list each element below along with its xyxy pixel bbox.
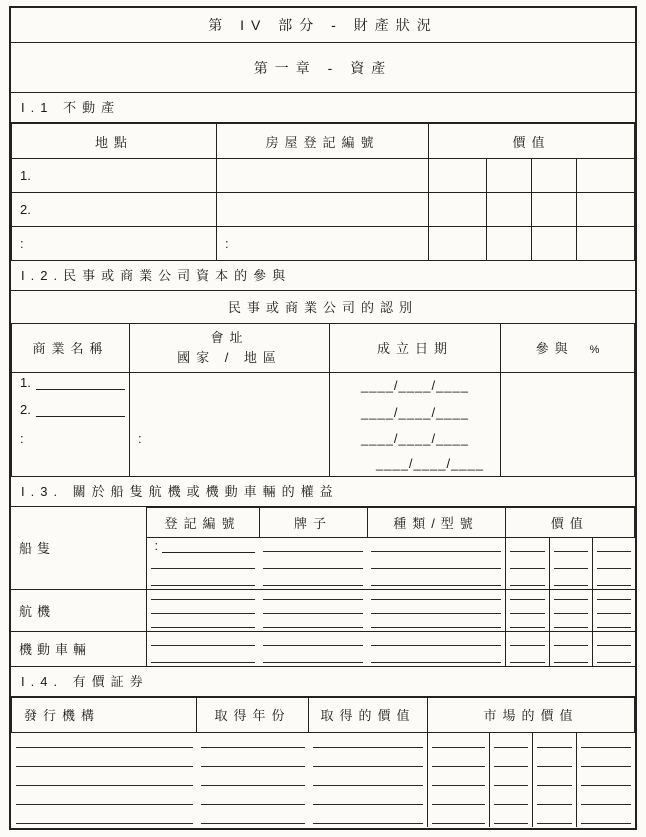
value-cell <box>549 617 592 631</box>
market-value-cell <box>577 732 635 751</box>
table-row <box>11 631 635 649</box>
blank-line <box>313 823 424 824</box>
blank-line <box>371 613 501 614</box>
blank-line <box>36 389 125 390</box>
model-cell <box>367 537 505 555</box>
blank-line <box>510 599 545 600</box>
blank-line <box>432 766 485 767</box>
blank-line <box>537 804 572 805</box>
blank-line <box>581 766 631 767</box>
company-name-cell: : <box>12 426 130 451</box>
table-row <box>12 426 635 451</box>
value-cell <box>532 227 577 261</box>
market-value-cell <box>490 770 533 789</box>
model-cell <box>367 589 505 603</box>
market-value-cell <box>577 808 635 827</box>
issuer-cell <box>12 808 197 827</box>
blank-line <box>371 568 501 569</box>
blank-line <box>371 627 501 628</box>
blank-line <box>16 804 193 805</box>
address-cell <box>130 372 330 399</box>
col-acquisition-value: 取得的價值 <box>309 697 428 732</box>
blank-line <box>510 662 545 663</box>
model-cell <box>367 555 505 572</box>
col-share: 參與 % <box>501 324 635 372</box>
blank-line <box>597 599 631 600</box>
acquisition-value-cell <box>309 789 428 808</box>
blank-line <box>313 785 424 786</box>
blank-line <box>432 804 485 805</box>
blank-line <box>554 645 588 646</box>
col-registration-number: 登記編號 <box>146 507 259 537</box>
row-label-vessels: 船隻 <box>11 507 146 589</box>
section-1-3-heading: I.3. 關於船隻航機或機動車輛的權益 <box>11 477 635 507</box>
acquisition-value-cell <box>309 770 428 789</box>
brand-cell <box>259 649 367 666</box>
value-cell <box>549 555 592 572</box>
blank-line <box>432 823 485 824</box>
blank-line <box>151 599 256 600</box>
blank-line <box>597 568 631 569</box>
value-cell <box>549 649 592 666</box>
blank-line <box>313 747 424 748</box>
col-address-line1: 會址 <box>210 329 249 345</box>
acquisition-value-cell <box>309 732 428 751</box>
market-value-cell <box>577 789 635 808</box>
brand-cell <box>259 589 367 603</box>
blank-line <box>151 662 256 663</box>
blank-line <box>16 766 193 767</box>
blank-line <box>201 766 305 767</box>
company-name-cell <box>12 451 130 476</box>
address-cell <box>130 399 330 426</box>
value-cell <box>429 193 487 227</box>
blank-line <box>432 747 485 748</box>
brand-cell <box>259 617 367 631</box>
blank-line <box>597 645 631 646</box>
blank-line <box>597 662 631 663</box>
blank-line <box>537 747 572 748</box>
blank-line <box>371 585 501 586</box>
blank-line <box>16 785 193 786</box>
blank-line <box>554 585 588 586</box>
blank-line <box>554 662 588 663</box>
col-value: 價值 <box>429 124 635 159</box>
blank-line <box>597 551 631 552</box>
blank-line <box>597 613 631 614</box>
blank-line <box>581 785 631 786</box>
col-acquisition-year: 取得年份 <box>197 697 309 732</box>
market-value-cell <box>577 770 635 789</box>
blank-line <box>510 613 545 614</box>
section-1-4-heading: I.4. 有價証券 <box>11 667 635 697</box>
value-cell <box>549 537 592 555</box>
value-cell <box>487 227 532 261</box>
col-value: 價值 <box>505 507 635 537</box>
blank-line <box>494 747 528 748</box>
col-market-value: 市場的價值 <box>428 697 635 732</box>
col-registration: 房屋登記編號 <box>217 124 429 159</box>
date-blank: ____/____/____ <box>330 426 501 451</box>
model-cell <box>367 631 505 649</box>
value-cell <box>592 589 635 603</box>
market-value-cell <box>533 770 577 789</box>
table-row <box>12 732 635 751</box>
issuer-cell <box>12 732 197 751</box>
company-table <box>11 324 635 477</box>
registration-cell <box>217 193 429 227</box>
brand-cell <box>259 603 367 617</box>
row-label-motor-vehicles: 機動車輛 <box>11 631 146 666</box>
value-cell <box>592 603 635 617</box>
col-brand: 牌子 <box>259 507 367 537</box>
market-value-cell <box>428 770 490 789</box>
value-cell <box>532 193 577 227</box>
share-cell <box>501 372 635 399</box>
blank-line <box>151 613 256 614</box>
blank-line <box>201 785 305 786</box>
col-incorporation-date: 成立日期 <box>330 324 501 372</box>
issuer-cell <box>12 770 197 789</box>
table-row <box>12 451 635 476</box>
col-location: 地點 <box>12 124 217 159</box>
blank-line <box>371 645 501 646</box>
market-value-cell <box>490 808 533 827</box>
section-1-1-heading: I.1 不動產 <box>11 93 635 123</box>
real-estate-header-row <box>12 124 635 159</box>
company-name-cell: 1. <box>12 372 130 399</box>
col-address <box>130 324 330 372</box>
value-cell <box>549 572 592 589</box>
table-row <box>12 751 635 770</box>
value-cell <box>505 617 549 631</box>
value-cell <box>577 159 635 193</box>
registration-cell: : <box>217 227 429 261</box>
table-row <box>12 399 635 426</box>
company-header-row <box>12 324 635 372</box>
value-cell <box>592 617 635 631</box>
blank-line <box>263 645 363 646</box>
blank-line <box>151 568 256 569</box>
year-cell <box>197 789 309 808</box>
value-cell <box>505 649 549 666</box>
brand-cell <box>259 631 367 649</box>
date-blank: ____/____/____ <box>330 372 501 399</box>
blank-line <box>201 804 305 805</box>
blank-line <box>263 599 363 600</box>
value-cell <box>505 631 549 649</box>
value-cell <box>592 572 635 589</box>
market-value-cell <box>428 732 490 751</box>
company-identification-subheading: 民事或商業公司的認別 <box>11 291 635 324</box>
table-row <box>12 159 635 193</box>
col-issuer: 發行機構 <box>12 697 197 732</box>
value-cell <box>505 572 549 589</box>
blank-line <box>510 568 545 569</box>
model-cell <box>367 572 505 589</box>
blank-line <box>597 585 631 586</box>
col-type-model: 種類/型號 <box>367 507 505 537</box>
brand-cell <box>259 572 367 589</box>
table-row <box>12 372 635 399</box>
blank-line <box>510 627 545 628</box>
value-cell <box>577 193 635 227</box>
date-blank: ____/____/____ <box>330 399 501 426</box>
market-value-cell <box>533 789 577 808</box>
company-name-cell: 2. <box>12 399 130 426</box>
col-company-name: 商業名稱 <box>12 324 130 372</box>
blank-line <box>510 645 545 646</box>
blank-line <box>263 551 363 552</box>
blank-line <box>554 627 588 628</box>
blank-line <box>494 766 528 767</box>
value-cell <box>592 537 635 555</box>
value-cell <box>549 631 592 649</box>
blank-line <box>16 823 193 824</box>
blank-line <box>494 785 528 786</box>
blank-line <box>151 645 256 646</box>
blank-line <box>151 585 256 586</box>
brand-cell <box>259 537 367 555</box>
part-title: 第 IV 部分 - 財產狀況 <box>11 8 635 43</box>
table-row <box>12 808 635 827</box>
blank-line <box>581 804 631 805</box>
blank-line <box>554 599 588 600</box>
section-1-2-heading: I.2.民事或商業公司資本的參與 <box>11 261 635 291</box>
blank-line <box>263 568 363 569</box>
blank-line <box>263 627 363 628</box>
market-value-cell <box>428 808 490 827</box>
market-value-cell <box>533 732 577 751</box>
blank-line <box>313 766 424 767</box>
table-row <box>12 770 635 789</box>
vehicles-header-row <box>11 507 635 537</box>
value-cell <box>505 589 549 603</box>
blank-line <box>16 747 193 748</box>
blank-line <box>201 747 305 748</box>
share-cell <box>501 399 635 426</box>
blank-line <box>494 804 528 805</box>
registration-cell <box>146 631 259 649</box>
registration-cell <box>146 649 259 666</box>
value-cell <box>532 159 577 193</box>
registration-cell <box>146 572 259 589</box>
table-row <box>12 227 635 261</box>
market-value-cell <box>577 751 635 770</box>
market-value-cell <box>490 789 533 808</box>
value-cell <box>429 227 487 261</box>
col-address-line2: 國家 / 地區 <box>177 349 282 365</box>
acquisition-value-cell <box>309 751 428 770</box>
market-value-cell <box>490 732 533 751</box>
market-value-cell <box>533 808 577 827</box>
registration-cell: : <box>146 537 259 555</box>
blank-line <box>162 552 255 553</box>
blank-line <box>263 585 363 586</box>
value-cell <box>505 603 549 617</box>
market-value-cell <box>533 751 577 770</box>
blank-line <box>537 785 572 786</box>
blank-line <box>371 551 501 552</box>
blank-line <box>510 585 545 586</box>
market-value-cell <box>428 751 490 770</box>
blank-line <box>201 823 305 824</box>
value-cell <box>592 649 635 666</box>
value-cell <box>592 631 635 649</box>
blank-line <box>597 627 631 628</box>
market-value-cell <box>490 751 533 770</box>
year-cell <box>197 770 309 789</box>
address-cell: : <box>130 426 330 451</box>
issuer-cell <box>12 789 197 808</box>
registration-cell <box>146 555 259 572</box>
year-cell <box>197 808 309 827</box>
blank-line <box>36 416 125 417</box>
brand-cell <box>259 555 367 572</box>
year-cell <box>197 732 309 751</box>
blank-line <box>537 766 572 767</box>
blank-line <box>554 551 588 552</box>
blank-line <box>554 613 588 614</box>
value-cell <box>505 555 549 572</box>
year-cell <box>197 751 309 770</box>
blank-line <box>263 662 363 663</box>
blank-line <box>510 551 545 552</box>
address-cell <box>130 451 330 476</box>
market-value-cell <box>428 789 490 808</box>
value-cell <box>487 193 532 227</box>
registration-cell <box>146 617 259 631</box>
row-number: : <box>12 227 217 261</box>
blank-line <box>151 627 256 628</box>
issuer-cell <box>12 751 197 770</box>
value-cell <box>505 537 549 555</box>
row-number: 2. <box>12 193 217 227</box>
blank-line <box>432 785 485 786</box>
registration-cell <box>146 603 259 617</box>
registration-cell <box>146 589 259 603</box>
blank-line <box>263 613 363 614</box>
value-cell <box>592 555 635 572</box>
share-cell <box>501 451 635 476</box>
blank-line <box>313 804 424 805</box>
blank-line <box>371 662 501 663</box>
securities-table <box>11 697 635 828</box>
model-cell <box>367 649 505 666</box>
table-row <box>11 589 635 603</box>
value-cell <box>549 589 592 603</box>
row-number: 1. <box>12 159 217 193</box>
acquisition-value-cell <box>309 808 428 827</box>
row-label-aircraft: 航機 <box>11 589 146 631</box>
table-row <box>12 789 635 808</box>
share-cell <box>501 426 635 451</box>
chapter-title: 第一章 - 資產 <box>11 43 635 93</box>
table-row <box>12 193 635 227</box>
value-cell <box>577 227 635 261</box>
blank-line <box>554 568 588 569</box>
real-estate-table <box>11 123 635 261</box>
vehicles-table <box>11 507 635 667</box>
blank-line <box>494 823 528 824</box>
value-cell <box>487 159 532 193</box>
blank-line <box>581 747 631 748</box>
model-cell <box>367 617 505 631</box>
model-cell <box>367 603 505 617</box>
blank-line <box>371 599 501 600</box>
form-frame <box>9 6 637 830</box>
percent-sign: % <box>589 344 600 357</box>
registration-cell <box>217 159 429 193</box>
date-blank: ____/____/____ <box>330 451 501 476</box>
blank-line <box>581 823 631 824</box>
securities-header-row <box>12 697 635 732</box>
blank-line <box>537 823 572 824</box>
value-cell <box>429 159 487 193</box>
value-cell <box>549 603 592 617</box>
